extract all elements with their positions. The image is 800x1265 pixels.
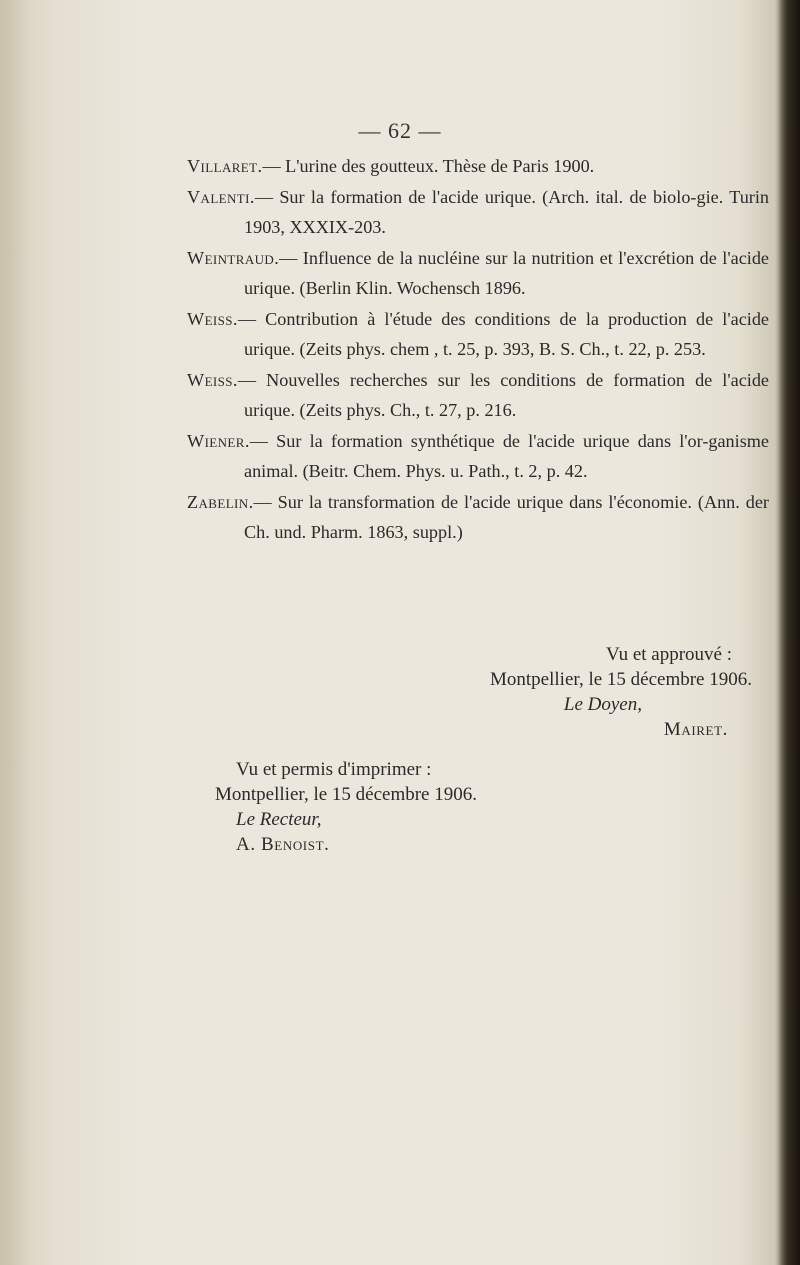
entry-author: Weiss. [187,308,238,329]
entry-text: — Sur la transformation de l'acide urique dans l'économie. (Ann. der Ch. und. Pharm. 1863, suppl.) [244,491,769,542]
permit-title: Le Recteur, [236,809,322,830]
bibliography-entry [187,243,769,304]
bibliography-entry [187,426,769,487]
approval-signatory: Mairet. [663,719,728,740]
permit-heading: Vu et permis d'imprimer : [236,759,432,780]
entry-author: Wiener. [187,430,250,451]
entry-author: Zabelin. [187,491,254,512]
entry-author: Weintraud. [187,247,280,268]
bibliography-entry [187,182,769,243]
entry-author: Villaret. [187,156,263,176]
page-binding-edge [778,0,800,1265]
entry-author: Valenti. [187,186,255,207]
entry-text: — Influence de la nucléine sur la nutrition et l'excrétion de l'acide urique. (Berlin Klin. Wochensch 1896. [244,247,769,298]
entry-text: — Sur la formation synthétique de l'acide urique dans l'or-ganisme animal. (Beitr. Chem. Phys. u. Path., t. 2, p. 42. [244,430,769,481]
bibliography-entry [187,365,769,426]
entry-text: — Nouvelles recherches sur les conditions de formation de l'acide urique. (Zeits phys. Ch., t. 27, p. 216. [237,369,769,420]
approval-heading: Vu et approuvé : [605,644,732,665]
entry-text: — L'urine des goutteux. Thèse de Paris 1900. [262,156,595,176]
approval-title: Le Doyen, [563,694,642,715]
permit-signatory: A. Benoist. [236,834,330,855]
entry-author: Weiss. [187,369,238,390]
entry-text: — Contribution à l'étude des conditions de la production de l'acide urique. (Zeits phys. chem , t. 25, p. 393, B. S. Ch., t. 22, p. 253. [237,308,769,359]
page-number: — 62 — [358,118,442,143]
dean-approval-block [0,642,752,742]
entry-text: — Sur la formation de l'acide urique. (Arch. ital. de biolo-gie. Turin 1903, XXXIX-203. [244,186,769,237]
approval-date: Montpellier, le 15 décembre 1906. [490,669,752,690]
bibliography-entry [187,151,769,182]
permit-date: Montpellier, le 15 décembre 1906. [215,784,477,805]
rector-permit-block [215,757,635,857]
bibliography-entry [187,487,769,548]
bibliography-list [187,151,769,548]
page-left-edge [0,0,30,1265]
bibliography-entry [187,304,769,365]
